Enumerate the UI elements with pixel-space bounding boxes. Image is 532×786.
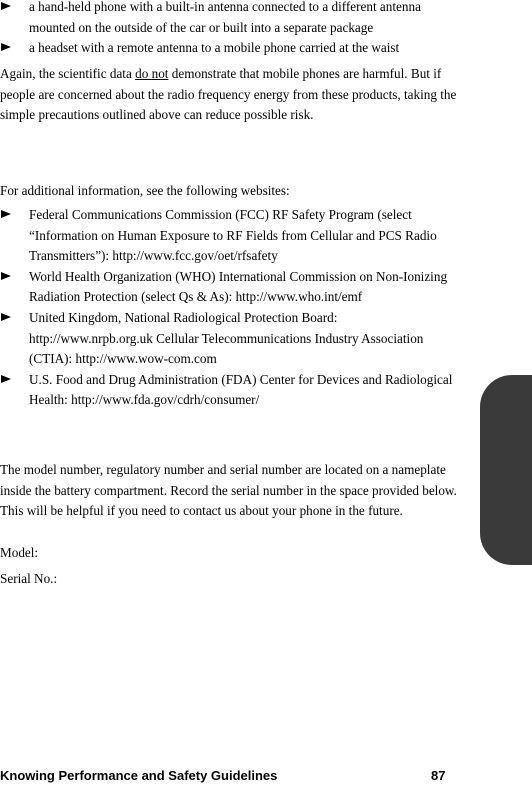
bullet-arrow-icon bbox=[1, 313, 11, 321]
section-side-tab bbox=[480, 375, 532, 565]
list-item bbox=[0, 308, 462, 370]
model-label: Model: bbox=[0, 545, 39, 560]
serial-label: Serial No.: bbox=[0, 571, 58, 586]
text-segment: Again, the scientific data bbox=[0, 66, 136, 81]
bullet-arrow-icon bbox=[1, 210, 11, 218]
text-segment: demonstrate that mobile phones are harmful. But if people are concerned about the radio frequency energy from these products, taking the simple precautions outlined above can reduce possible risk. bbox=[0, 66, 457, 123]
intro-text: For additional information, see the following websites: bbox=[0, 183, 290, 198]
model-label-line bbox=[0, 543, 462, 564]
list-item bbox=[0, 38, 462, 59]
bullet-arrow-icon bbox=[1, 375, 11, 383]
bullet-text: Federal Communications Commission (FCC) RF Safety Program (select “Information on Human Exposure to RF Fields from Cellular and PCS Radio Transmitters”): http://www.fcc.gov/oet/rfsafety bbox=[29, 207, 437, 264]
emphasis-text: do not bbox=[135, 66, 169, 81]
bullet-text: U.S. Food and Drug Administration (FDA) Center for Devices and Radiological Health: http://www.fda.gov/cdrh/consumer/ bbox=[29, 371, 453, 408]
bullet-text: a hand-held phone with a built-in antenna connected to a different antenna mounted on the outside of the car or built into a separate package bbox=[29, 0, 421, 35]
paragraph-text bbox=[0, 64, 462, 126]
bullet-text: a headset with a remote antenna to a mobile phone carried at the waist bbox=[29, 40, 400, 56]
bullet-arrow-icon bbox=[1, 2, 11, 10]
paragraph-text: The model number, regulatory number and serial number are located on a nameplate inside the battery compartment. Record the serial number in the space provided below. This will be helpful if you need to contact us about your phone in the future. bbox=[0, 462, 457, 519]
bullet-arrow-icon bbox=[1, 272, 11, 280]
bullet-list-antenna bbox=[0, 0, 462, 59]
bullet-text: World Health Organization (WHO) International Commission on Non-Ionizing Radiation Protection (select Qs & As): http://www.who.int/emf bbox=[29, 268, 448, 305]
bullet-arrow-icon bbox=[1, 43, 11, 51]
list-item bbox=[0, 267, 462, 308]
bullet-list-websites bbox=[0, 205, 462, 411]
serial-label-line bbox=[0, 569, 462, 590]
page-number: 87 bbox=[431, 768, 446, 783]
footer-title: Knowing Performance and Safety Guidelines bbox=[0, 768, 278, 783]
page-footer bbox=[0, 766, 462, 786]
list-item bbox=[0, 0, 462, 38]
list-item bbox=[0, 370, 462, 411]
list-item bbox=[0, 205, 462, 267]
bullet-text: United Kingdom, National Radiological Protection Board: http://www.nrpb.org.uk Cellular Telecommunications Industry Association (CTIA): http://www.wow-com.com bbox=[29, 309, 424, 367]
paragraph-scientific-data bbox=[0, 64, 462, 126]
paragraph-model-number bbox=[0, 460, 462, 522]
websites-intro bbox=[0, 181, 462, 202]
